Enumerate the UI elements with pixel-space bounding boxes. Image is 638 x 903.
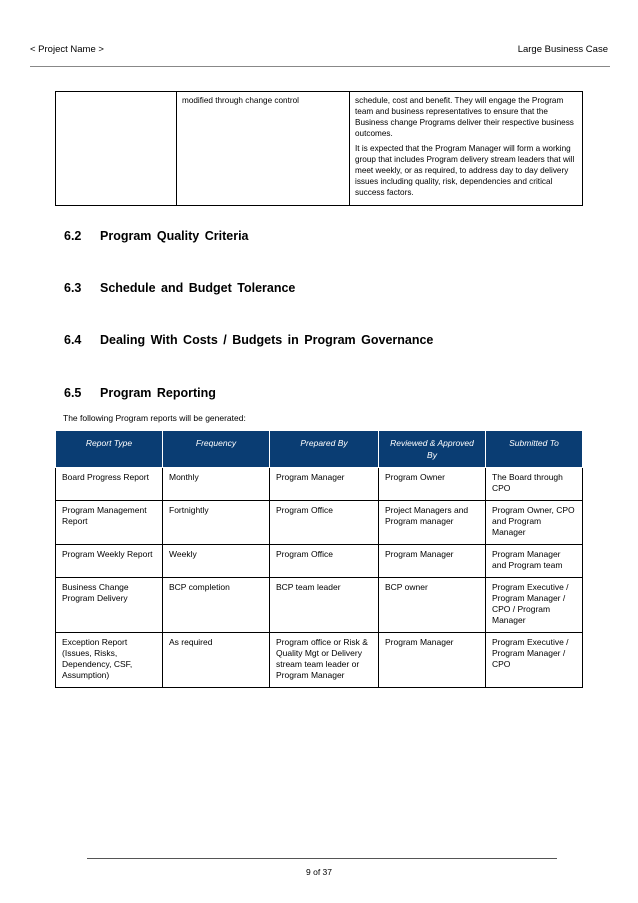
section-number: 6.5 xyxy=(64,386,82,400)
table-cell: Business Change Program Delivery xyxy=(56,578,163,633)
table-row xyxy=(56,501,583,545)
table-cell: Program Office xyxy=(270,545,379,578)
table-row xyxy=(56,468,583,501)
column-header: Prepared By xyxy=(270,431,379,468)
section-title: Program Quality Criteria xyxy=(100,229,249,243)
table-cell: Program Office xyxy=(270,501,379,545)
table-cell: Monthly xyxy=(163,468,270,501)
table-cell: BCP completion xyxy=(163,578,270,633)
header-document-title: Large Business Case xyxy=(517,44,608,55)
table-cell: Program Manager xyxy=(270,468,379,501)
table-cell: Program Executive / Program Manager / CPO / Program Manager xyxy=(486,578,583,633)
table-cell: BCP team leader xyxy=(270,578,379,633)
column-header: Frequency xyxy=(163,431,270,468)
section-number: 6.4 xyxy=(64,333,82,347)
paragraph: schedule, cost and benefit. They will engage the Program team and business representatives to ensure that the Business change Programs deliver their respective business outcomes. xyxy=(355,96,574,138)
section-title: Program Reporting xyxy=(100,386,216,400)
page-number: 9 of 37 xyxy=(306,867,332,877)
table-header-row xyxy=(56,431,583,468)
table-row xyxy=(56,92,583,206)
header-project-name: < Project Name > xyxy=(30,44,104,55)
table-cell xyxy=(56,92,177,206)
section-title: Dealing With Costs / Budgets in Program Governance xyxy=(100,333,434,347)
section-heading-6-5 xyxy=(64,386,216,400)
footer-divider xyxy=(87,858,557,859)
section-number: 6.2 xyxy=(64,229,82,243)
section-heading-6-2 xyxy=(64,229,249,243)
table-cell: As required xyxy=(163,633,270,688)
table-cell: Project Managers and Program manager xyxy=(379,501,486,545)
table-row xyxy=(56,633,583,688)
section-heading-6-4 xyxy=(64,333,433,347)
table-cell: The Board through CPO xyxy=(486,468,583,501)
report-table xyxy=(55,430,583,688)
table-cell: Program Weekly Report xyxy=(56,545,163,578)
table-cell: Program Management Report xyxy=(56,501,163,545)
table-cell: Exception Report (Issues, Risks, Dependency, CSF, Assumption) xyxy=(56,633,163,688)
table-cell: Weekly xyxy=(163,545,270,578)
column-header: Submitted To xyxy=(486,431,583,468)
table-row xyxy=(56,545,583,578)
section-number: 6.3 xyxy=(64,281,82,295)
table-cell: Program Owner xyxy=(379,468,486,501)
report-table-body xyxy=(56,468,583,688)
table-cell: Program Manager and Program team xyxy=(486,545,583,578)
table-cell: Fortnightly xyxy=(163,501,270,545)
table-row xyxy=(56,578,583,633)
table-cell: modified through change control xyxy=(177,92,350,206)
column-header: Reviewed & Approved By xyxy=(379,431,486,468)
section-heading-6-3 xyxy=(64,281,295,295)
table-cell: Program Owner, CPO and Program Manager xyxy=(486,501,583,545)
table-cell xyxy=(350,92,583,206)
column-header: Report Type xyxy=(56,431,163,468)
header-divider xyxy=(30,66,610,67)
table-cell: BCP owner xyxy=(379,578,486,633)
table-cell: Program office or Risk & Quality Mgt or Delivery stream team leader or Program Manager xyxy=(270,633,379,688)
intro-text: The following Program reports will be generated: xyxy=(63,413,246,423)
paragraph: It is expected that the Program Manager will form a working group that includes Program delivery stream leaders that will meet weekly, or as required, to address day to day delivery issues including quality, risk, dependencies and critical success factors. xyxy=(355,144,575,197)
table-cell: Program Manager xyxy=(379,633,486,688)
section-title: Schedule and Budget Tolerance xyxy=(100,281,296,295)
table-cell: Program Manager xyxy=(379,545,486,578)
table-cell: Program Executive / Program Manager / CPO xyxy=(486,633,583,688)
table-cell: Board Progress Report xyxy=(56,468,163,501)
continuation-table xyxy=(55,91,583,206)
